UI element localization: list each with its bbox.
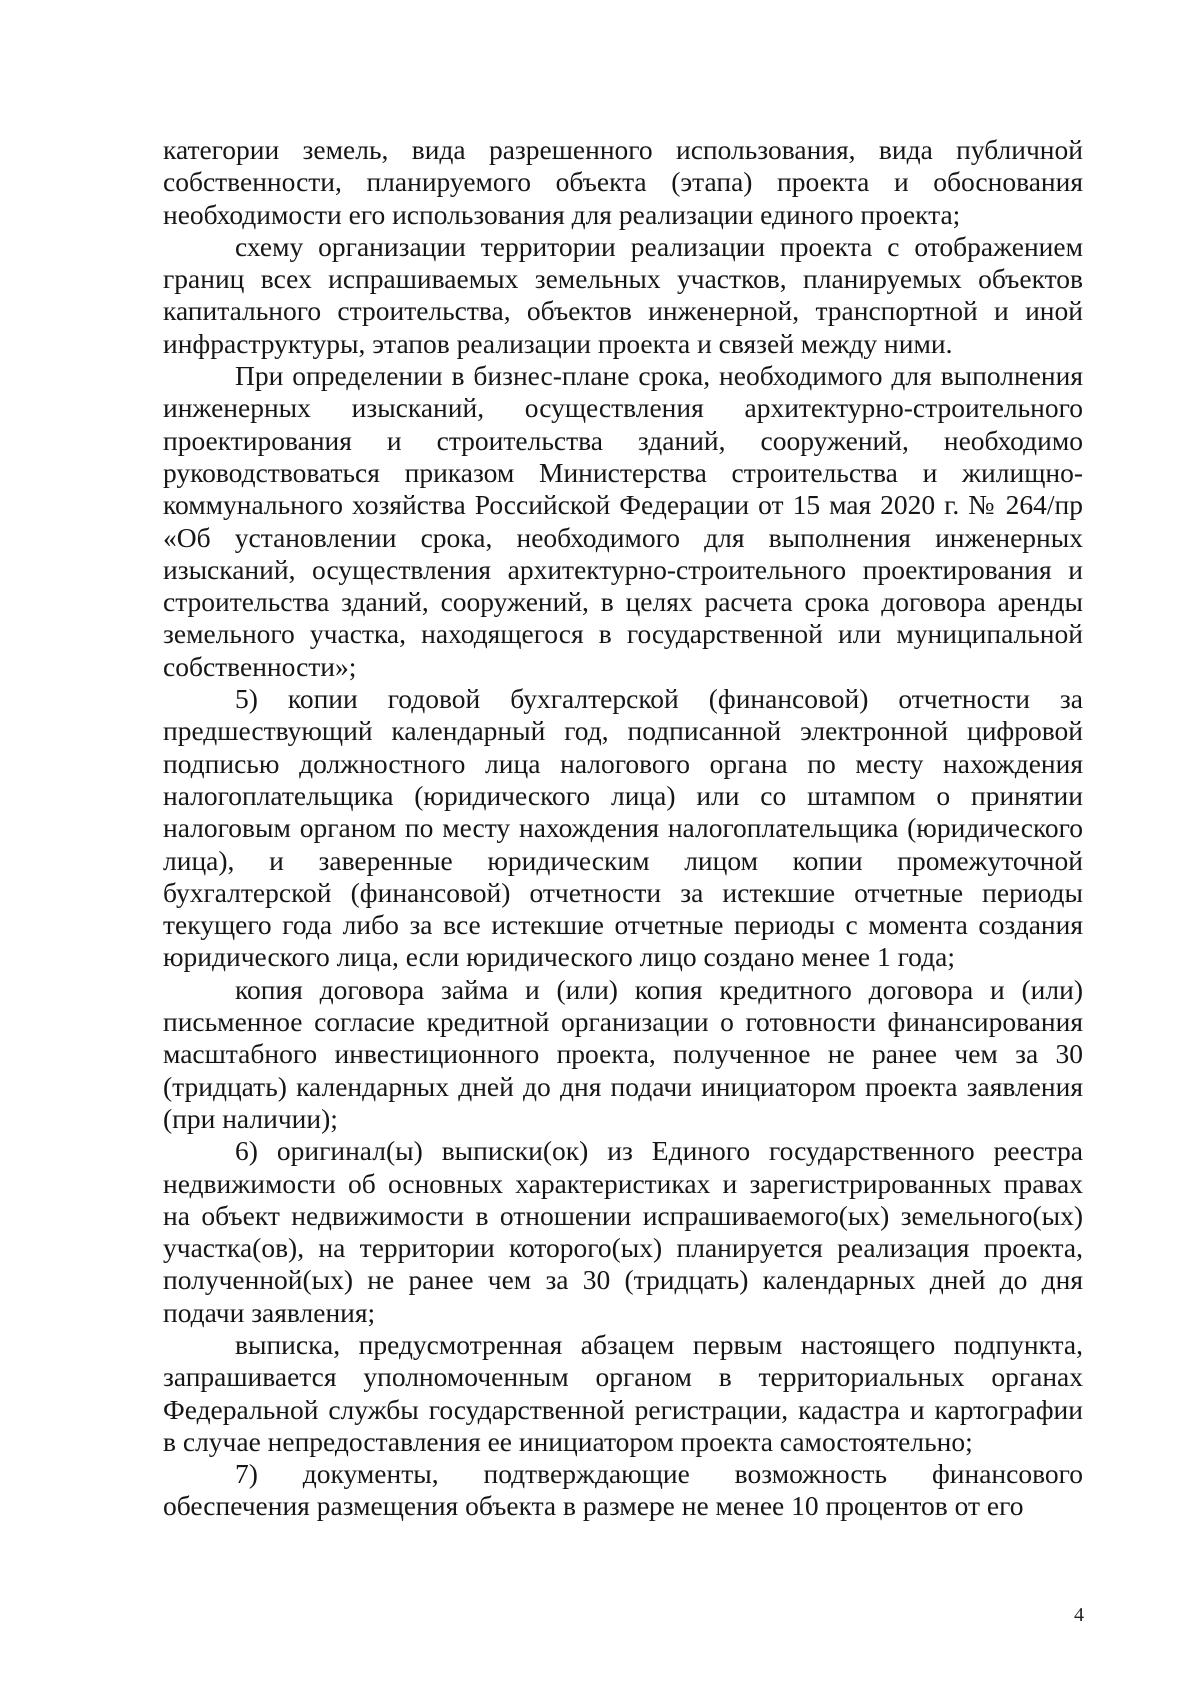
paragraph-business-plan-term: При определении в бизнес-плане срока, необходимого для выполнения инженерных изысканий, осуществления архитектурно-строительного проектирования и строительства зданий, сооружений, необходимо руководствоваться приказом Министерства строительства и жилищно-коммунального хозяйства Российской Федерации от 15 мая 2020 г. № 264/пр «Об установлении срока, необходимого для выполнения инженерных изысканий, осуществления архитектурно-строительного проектирования и строительства зданий, сооружений, в целях расчета срока договора аренды земельного участка, находящегося в государственной или муниципальной собственности»; [163, 360, 1083, 682]
page-number: 4 [1074, 1604, 1084, 1626]
paragraph-territory-scheme: схему организации территории реализации проекта с отображением границ всех испрашиваемых земельных участков, планируемых объектов капитального строительства, объектов инженерной, транспортной и иной инфраструктуры, этапов реализации проекта и связей между ними. [163, 230, 1083, 359]
paragraph-item-6-registry-extract: 6) оригинал(ы) выписки(ок) из Единого государственного реестра недвижимости об основных характеристиках и зарегистрированных правах на объект недвижимости в отношении испрашиваемого(ых) земельного(ых) участка(ов), на территории которого(ых) планируется реализация проекта, полученной(ых) не ранее чем за 30 (тридцать) календарных дней до дня подачи заявления; [163, 1135, 1083, 1328]
paragraph-extract-request: выписка, предусмотренная абзацем первым настоящего подпункта, запрашивается уполномоченным органом в территориальных органах Федеральной службы государственной регистрации, кадастра и картографии в случае непредоставления ее инициатором проекта самостоятельно; [163, 1328, 1083, 1457]
paragraph-land-categories: категории земель, вида разрешенного использования, вида публичной собственности, планируемого объекта (этапа) проекта и обоснования необходимости его использования для реализации единого проекта; [163, 134, 1083, 230]
paragraph-loan-agreement: копия договора займа и (или) копия кредитного договора и (или) письменное согласие кредитной организации о готовности финансирования масштабного инвестиционного проекта, полученное не ранее чем за 30 (тридцать) календарных дней до дня подачи инициатором проекта заявления (при наличии); [163, 973, 1083, 1134]
paragraph-item-5-financial-statements: 5) копии годовой бухгалтерской (финансовой) отчетности за предшествующий календарный год, подписанной электронной цифровой подписью должностного лица налогового органа по месту нахождения налогоплательщика (юридического лица) или со штампом о принятии налоговым органом по месту нахождения налогоплательщика (юридического лица), и заверенные юридическим лицом копии промежуточной бухгалтерской (финансовой) отчетности за истекшие отчетные периоды текущего года либо за все истекшие отчетные периоды с момента создания юридического лица, если юридического лицо создано менее 1 года; [163, 683, 1083, 973]
paragraph-item-7-documents: 7) документы, подтверждающие возможность финансового обеспечения размещения объекта в размере не менее 10 процентов от его [163, 1458, 1083, 1522]
document-body [163, 134, 1083, 1523]
